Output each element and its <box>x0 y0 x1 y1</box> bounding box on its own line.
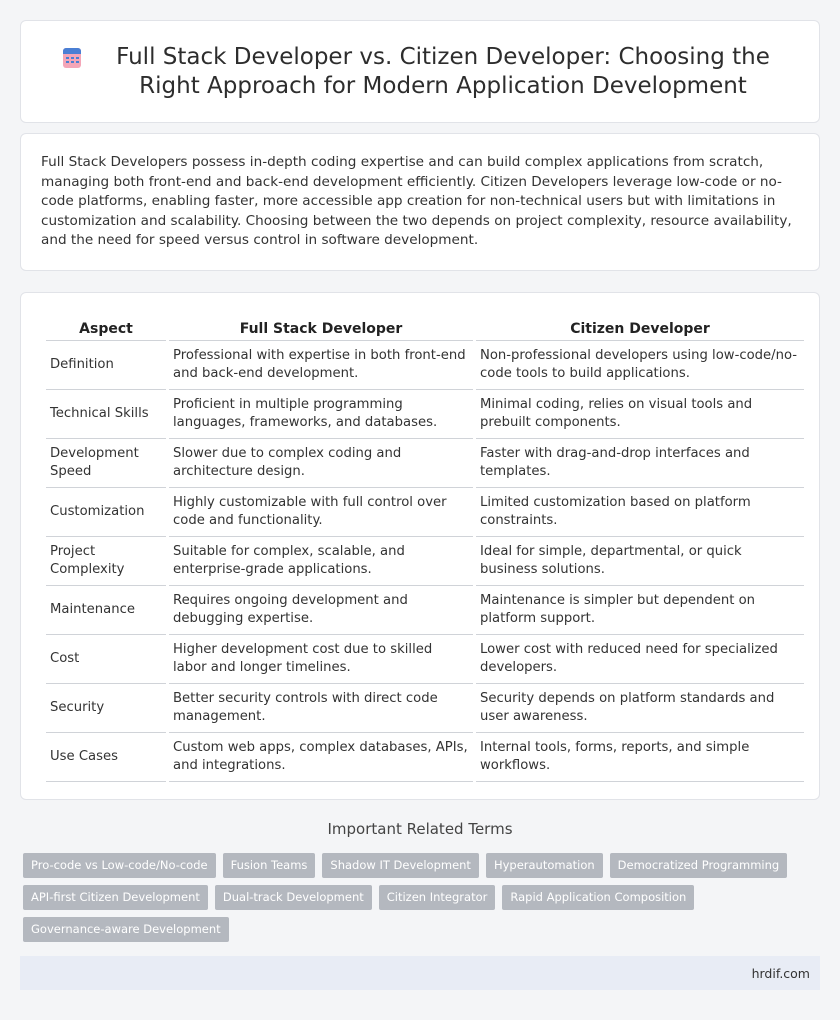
table-header-row <box>46 313 804 341</box>
row-aspect: Security <box>46 684 166 733</box>
footer-site-link[interactable]: hrdif.com <box>751 965 810 981</box>
row-full-stack: Slower due to complex coding and architecture design. <box>169 439 473 488</box>
row-aspect: Maintenance <box>46 586 166 635</box>
document-icon <box>61 47 83 69</box>
table-row <box>46 635 804 684</box>
table-row <box>46 439 804 488</box>
row-aspect: Cost <box>46 635 166 684</box>
footer <box>20 956 820 990</box>
row-aspect: Definition <box>46 341 166 390</box>
page-title: Full Stack Developer vs. Citizen Developer: Choosing the Right Approach for Modern Application Development <box>116 43 770 99</box>
row-full-stack: Highly customizable with full control over code and functionality. <box>169 488 473 537</box>
row-citizen: Non-professional developers using low-code/no-code tools to build applications. <box>476 341 804 390</box>
row-full-stack: Proficient in multiple programming languages, frameworks, and databases. <box>169 390 473 439</box>
comparison-table <box>43 313 807 782</box>
row-full-stack: Better security controls with direct code management. <box>169 684 473 733</box>
related-term-tag[interactable]: Democratized Programming <box>610 853 788 878</box>
row-aspect: Technical Skills <box>46 390 166 439</box>
row-full-stack: Professional with expertise in both front-end and back-end development. <box>169 341 473 390</box>
row-citizen: Internal tools, forms, reports, and simple workflows. <box>476 733 804 782</box>
related-terms-list <box>23 853 823 949</box>
row-full-stack: Higher development cost due to skilled labor and longer timelines. <box>169 635 473 684</box>
table-row <box>46 586 804 635</box>
table-row <box>46 488 804 537</box>
row-citizen: Security depends on platform standards and user awareness. <box>476 684 804 733</box>
related-term-tag[interactable]: API-first Citizen Development <box>23 885 208 910</box>
related-term-tag[interactable]: Dual-track Development <box>215 885 372 910</box>
row-citizen: Faster with drag-and-drop interfaces and templates. <box>476 439 804 488</box>
header-aspect: Aspect <box>46 313 166 341</box>
row-full-stack: Custom web apps, complex databases, APIs, and integrations. <box>169 733 473 782</box>
table-row <box>46 684 804 733</box>
header-card <box>20 20 820 123</box>
row-aspect: Customization <box>46 488 166 537</box>
header-full-stack: Full Stack Developer <box>169 313 473 341</box>
row-aspect: Development Speed <box>46 439 166 488</box>
row-aspect: Use Cases <box>46 733 166 782</box>
related-term-tag[interactable]: Citizen Integrator <box>379 885 496 910</box>
related-term-tag[interactable]: Hyperautomation <box>486 853 603 878</box>
row-citizen: Maintenance is simpler but dependent on platform support. <box>476 586 804 635</box>
row-citizen: Lower cost with reduced need for specialized developers. <box>476 635 804 684</box>
related-term-tag[interactable]: Fusion Teams <box>223 853 316 878</box>
comparison-card <box>20 292 820 800</box>
table-row <box>46 390 804 439</box>
intro-paragraph: Full Stack Developers possess in-depth coding expertise and can build complex applications from scratch, managing both front-end and back-end development efficiently. Citizen Developers leverage low-code or no-code platforms, enabling faster, more accessible app creation for non-technical users but with limitations in customization and scalability. Choosing between the two depends on project complexity, resource availability, and the need for speed versus control in software development. <box>41 154 792 249</box>
row-full-stack: Suitable for complex, scalable, and enterprise-grade applications. <box>169 537 473 586</box>
row-citizen: Minimal coding, relies on visual tools and prebuilt components. <box>476 390 804 439</box>
related-terms-title: Important Related Terms <box>327 820 513 838</box>
row-full-stack: Requires ongoing development and debugging expertise. <box>169 586 473 635</box>
related-term-tag[interactable]: Rapid Application Composition <box>502 885 694 910</box>
table-row <box>46 341 804 390</box>
related-term-tag[interactable]: Pro-code vs Low-code/No-code <box>23 853 216 878</box>
row-citizen: Ideal for simple, departmental, or quick business solutions. <box>476 537 804 586</box>
table-row <box>46 537 804 586</box>
related-term-tag[interactable]: Shadow IT Development <box>322 853 479 878</box>
related-term-tag[interactable]: Governance-aware Development <box>23 917 229 942</box>
header-citizen: Citizen Developer <box>476 313 804 341</box>
table-row <box>46 733 804 782</box>
row-citizen: Limited customization based on platform constraints. <box>476 488 804 537</box>
intro-card <box>20 133 820 271</box>
row-aspect: Project Complexity <box>46 537 166 586</box>
